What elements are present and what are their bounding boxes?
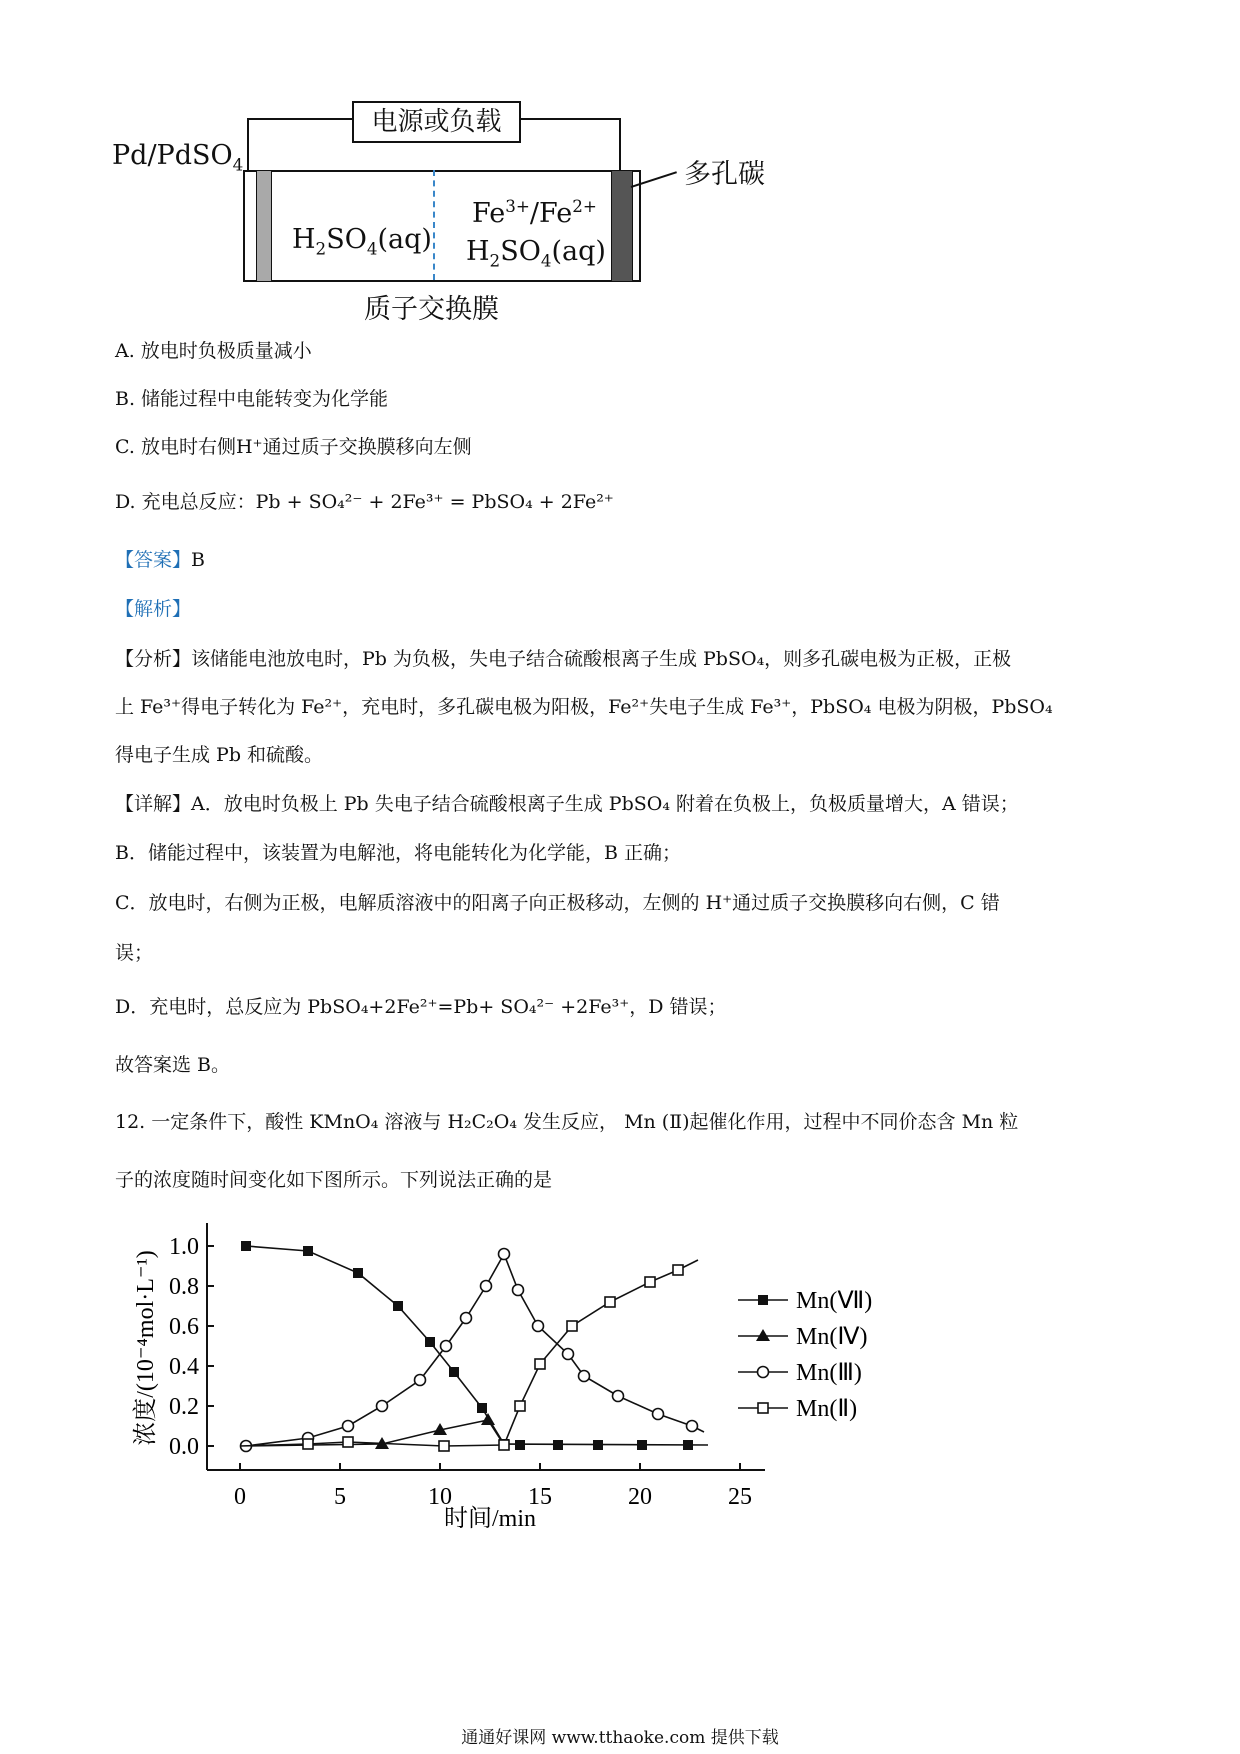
x-axis-title: 时间/min xyxy=(443,1506,537,1532)
y-tick-label: 1.0 xyxy=(169,1234,199,1260)
series-4-point xyxy=(645,1277,655,1287)
option-d-equation: Pb + SO₄²⁻ + 2Fe³⁺ = PbSO₄ + 2Fe²⁺ xyxy=(255,491,614,513)
x-tick-label: 20 xyxy=(628,1484,652,1510)
series-1-point xyxy=(241,1241,251,1251)
series-1-point xyxy=(553,1440,563,1450)
analysis-line-1: 【分析】该储能电池放电时，Pb 为负极，失电子结合硫酸根离子生成 PbSO₄，则多孔碳电极为正极，正极 xyxy=(115,648,1012,670)
series-4-point xyxy=(499,1440,509,1450)
series-4-point xyxy=(303,1439,313,1449)
series-line-3 xyxy=(246,1254,704,1446)
series-4-point xyxy=(515,1401,525,1411)
answer-label: 【答案】 xyxy=(115,549,192,571)
series-1-point xyxy=(515,1440,525,1450)
series-3-point xyxy=(343,1421,354,1432)
series-3-point xyxy=(481,1281,492,1292)
x-tick-label: 25 xyxy=(728,1484,752,1510)
y-axis-title: 浓度/(10⁻⁴mol·L⁻¹) xyxy=(133,1250,159,1446)
series-1-point xyxy=(637,1440,647,1450)
series-3-point xyxy=(579,1371,590,1382)
analysis-heading: 【解析】 xyxy=(115,598,192,620)
series-1-point xyxy=(425,1337,435,1347)
detail-line-1: 【详解】A．放电时负极上 Pb 失电子结合硫酸根离子生成 PbSO₄ 附着在负极上，负极质量增大，A 错误； xyxy=(115,793,1019,815)
y-tick-label: 0.6 xyxy=(169,1314,199,1340)
legend-marker xyxy=(758,1403,768,1413)
y-tick-label: 0.2 xyxy=(169,1394,199,1420)
series-3-point xyxy=(461,1313,472,1324)
detail-line-6: 故答案选 B。 xyxy=(115,1054,231,1076)
series-4-point xyxy=(567,1321,577,1331)
series-4-point xyxy=(343,1437,353,1447)
x-tick-label: 5 xyxy=(334,1484,346,1510)
x-tick-label: 15 xyxy=(528,1484,552,1510)
detail-line-2: B．储能过程中，该装置为电解池，将电能转化为化学能，B 正确； xyxy=(115,842,681,864)
series-1-point xyxy=(477,1403,487,1413)
series-3-point xyxy=(653,1409,664,1420)
question-12-line-1: 12. 一定条件下，酸性 KMnO₄ 溶液与 H₂C₂O₄ 发生反应， Mn (Ⅱ)起催化作用，过程中不同价态含 Mn 粒 xyxy=(115,1111,1019,1133)
left-electrode-label: Pd/PdSO$_4$ xyxy=(112,140,244,175)
footer: 通通好课网 www.tthaoke.com 提供下载 xyxy=(461,1728,779,1748)
left-solution-label: $H_2SO_4(aq)$ xyxy=(292,224,432,259)
right-solution-ions-label: $Fe^{3+}/Fe^{2+}$ xyxy=(472,196,597,229)
series-1-point xyxy=(683,1440,693,1450)
series-3-point xyxy=(533,1321,544,1332)
legend-marker xyxy=(758,1295,768,1305)
legend-label: Mn(Ⅱ) xyxy=(796,1396,858,1422)
legend-marker xyxy=(758,1367,769,1378)
legend-label: Mn(Ⅳ) xyxy=(796,1324,868,1350)
series-1-point xyxy=(353,1268,363,1278)
series-3-point xyxy=(377,1401,388,1412)
analysis-line-3: 得电子生成 Pb 和硫酸。 xyxy=(115,744,324,766)
right-electrode-label: 多孔碳 xyxy=(684,159,765,190)
series-1-point xyxy=(449,1367,459,1377)
y-tick-label: 0.8 xyxy=(169,1274,199,1300)
y-tick-label: 0.0 xyxy=(169,1434,199,1460)
membrane-label: 质子交换膜 xyxy=(364,294,499,325)
series-1-point xyxy=(393,1301,403,1311)
series-3-point xyxy=(415,1375,426,1386)
power-source-box: 电源或负载 xyxy=(352,101,521,143)
legend-marker xyxy=(756,1329,770,1341)
detail-line-5: D．充电时，总反应为 PbSO₄+2Fe²⁺=Pb+ SO₄²⁻ +2Fe³⁺，D 错误； xyxy=(115,996,727,1018)
series-4-point xyxy=(439,1441,449,1451)
series-2-point xyxy=(481,1413,495,1425)
series-line-4 xyxy=(240,1260,698,1446)
legend-label: Mn(Ⅲ) xyxy=(796,1360,862,1386)
legend-label: Mn(Ⅶ) xyxy=(796,1288,873,1314)
x-tick-label: 0 xyxy=(234,1484,246,1510)
series-line-1 xyxy=(246,1246,708,1445)
answer-value: B xyxy=(191,549,205,571)
option-a: A. 放电时负极质量减小 xyxy=(115,340,312,362)
series-1-point xyxy=(593,1440,603,1450)
y-tick-label: 0.4 xyxy=(169,1354,199,1380)
series-4-point xyxy=(673,1265,683,1275)
series-1-point xyxy=(303,1246,313,1256)
option-d-pre: D. 充电总反应： xyxy=(115,491,256,513)
option-c-post: 通过质子交换膜移向左侧 xyxy=(262,436,472,458)
option-b: B. 储能过程中电能转变为化学能 xyxy=(115,388,389,410)
analysis-line-2: 上 Fe³⁺得电子转化为 Fe²⁺，充电时，多孔碳电极为阳极，Fe²⁺失电子生成 Fe³⁺，PbSO₄ 电极为阴极，PbSO₄ xyxy=(115,696,1053,718)
right-solution-acid-label: $H_2SO_4(aq)$ xyxy=(466,236,606,271)
detail-line-3: C．放电时，右侧为正极，电解质溶液中的阳离子向正极移动，左侧的 H⁺通过质子交换膜移向右侧，C 错 xyxy=(115,892,1000,914)
series-3-point xyxy=(687,1421,698,1432)
question-12-line-2: 子的浓度随时间变化如下图所示。下列说法正确的是 xyxy=(115,1169,553,1191)
series-4-point xyxy=(605,1297,615,1307)
series-3-point xyxy=(563,1349,574,1360)
option-c-ion: H⁺ xyxy=(235,436,263,458)
x-tick-label: 10 xyxy=(428,1484,452,1510)
series-4-point xyxy=(535,1359,545,1369)
series-3-point xyxy=(613,1391,624,1402)
series-3-point xyxy=(441,1341,452,1352)
option-c-pre: C. 放电时右侧 xyxy=(115,436,236,458)
series-3-point xyxy=(499,1249,510,1260)
series-3-point xyxy=(513,1285,524,1296)
detail-line-4: 误； xyxy=(115,942,154,964)
